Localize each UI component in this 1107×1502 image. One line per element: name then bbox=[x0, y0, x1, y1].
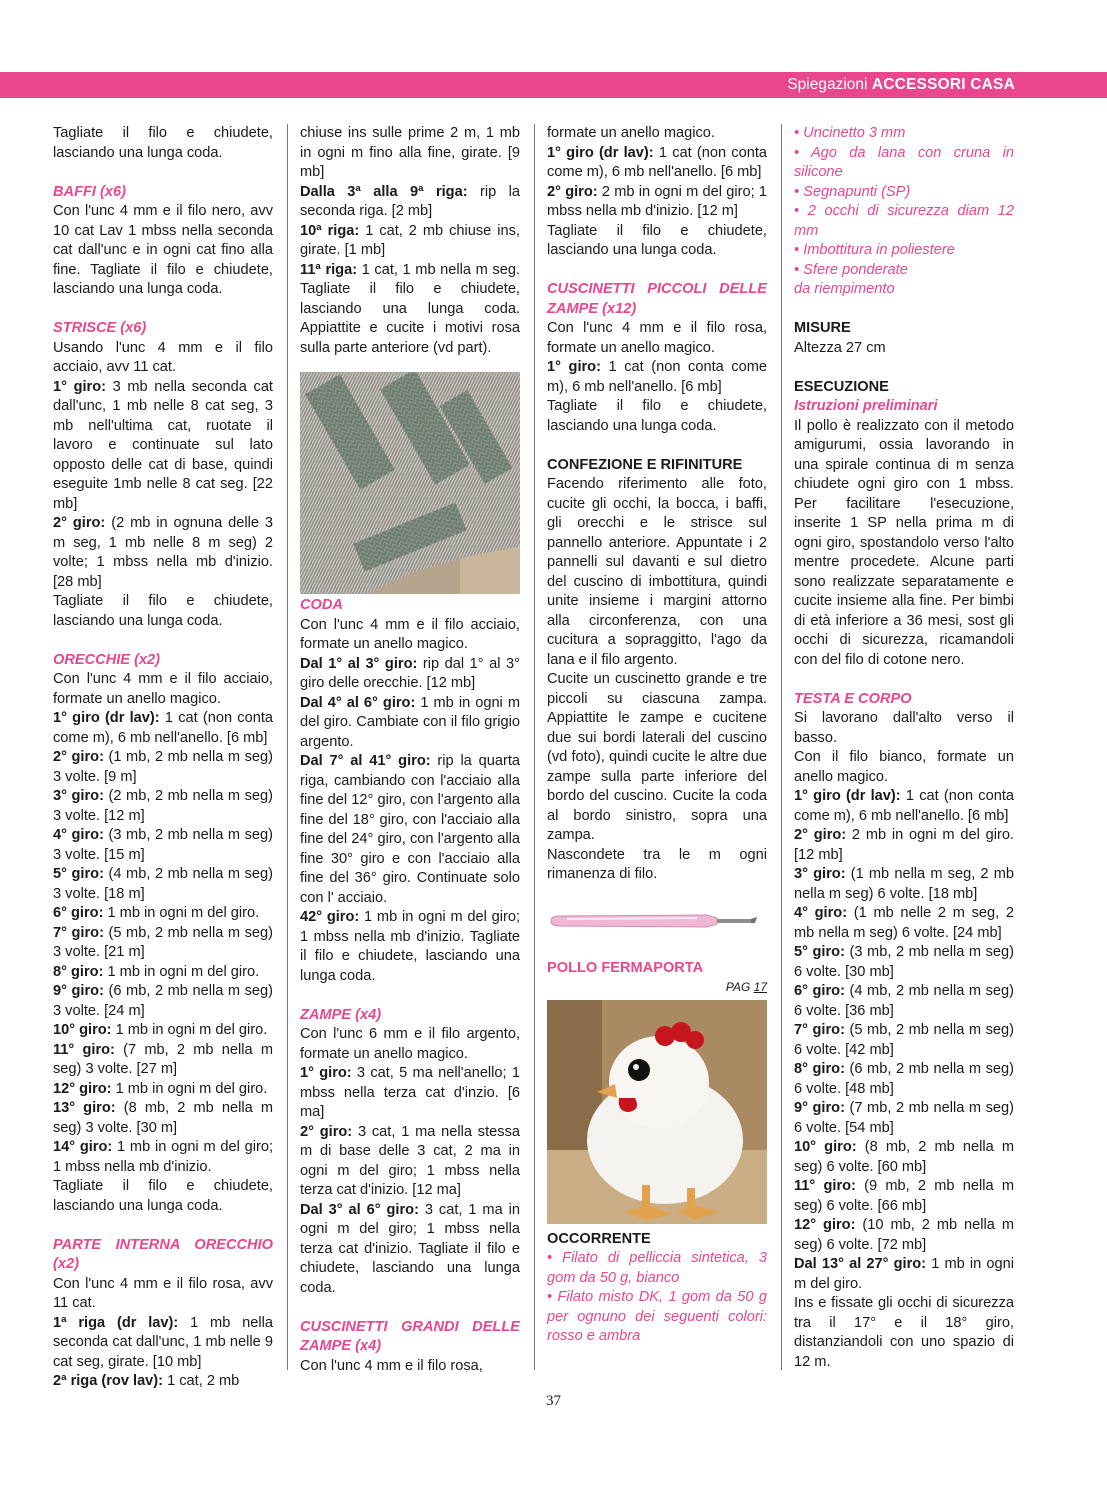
instruction-row: 12° giro: 1 mb in ogni m del giro. bbox=[53, 1080, 268, 1097]
page-number: 37 bbox=[546, 1393, 561, 1409]
materials-item: • Filato di pelliccia sintetica, 3 gom da 50 g, bianco bbox=[547, 1250, 767, 1286]
instruction-row: 6° giro: 1 mb in ogni m del giro. bbox=[53, 905, 260, 921]
paragraph: Con l'unc 4 mm e il filo nero, avv 10 cat Lav 1 mbss nella seconda cat dall'unc e in ogni cat fino alla fine. Tagliate il filo e chiudete, lasciando una lunga coda. bbox=[53, 203, 273, 297]
instruction-row: 42° giro: 1 mb in ogni m del giro; 1 mbss nella mb d'inizio. Tagliate il filo e chiudete, lasciando una lunga coda. bbox=[300, 909, 520, 984]
section-header-band bbox=[0, 72, 1107, 98]
materials-item: • Ago da lana con cruna in silicone bbox=[794, 144, 1014, 180]
column-2 bbox=[300, 124, 520, 1376]
instruction-row: 7° giro: (5 mb, 2 mb nella m seg) 3 volte. [21 m] bbox=[53, 924, 273, 960]
instruction-row: Dal 3° al 6° giro: 3 cat, 1 ma in ogni m del giro; 1 mbss nella terza cat d'inizio. Tagliate il filo e chiudete, lasciando una lunga coda. bbox=[300, 1201, 520, 1296]
instruction-row: 8° giro: 1 mb in ogni m del giro. bbox=[53, 963, 260, 980]
instruction-row: Dal 13° al 27° giro: 1 mb in ogni m del giro. bbox=[794, 1256, 1014, 1292]
paragraph: Il pollo è realizzato con il metodo amigurumi, ossia lavorando in una spirale continua di m senza chiudete ogni giro con 1 mbss. Per facilitare l'esecuzione, inserite 1 SP nella prima m di ogni giro, spostandolo verso l'alto mentre procedete. Alcune parti sono realizzate separatamente e cucite insieme alla fine. Per bimbi di età inferiore a 36 mesi, sost gli occhi di sicurezza, ricamandoli con del filo di cotone nero. bbox=[794, 417, 1014, 668]
column-divider bbox=[781, 124, 782, 1370]
instruction-row: 3° giro: (2 mb, 2 mb nella m seg) 3 volte. [12 m] bbox=[53, 788, 273, 824]
paragraph: Si lavorano dall'alto verso il basso. bbox=[794, 710, 1014, 746]
instruction-row: 11° giro: (9 mb, 2 mb nella m seg) 6 volte. [66 mb] bbox=[794, 1178, 1014, 1214]
instruction-row: 2° giro: 2 mb in ogni m del giro; 1 mbss nella mb d'inizio. [12 m] bbox=[547, 183, 767, 219]
instruction-row: 1° giro: 1 cat (non conta come m), 6 mb nell'anello. [6 mb] bbox=[547, 359, 767, 395]
heading-parte-interna: PARTE INTERNA ORECCHIO (x2) bbox=[53, 1236, 273, 1272]
heading-orecchie: ORECCHIE (x2) bbox=[53, 651, 161, 668]
heading-pollo-fermaporta: POLLO FERMAPORTA bbox=[547, 959, 704, 976]
heading-coda: CODA bbox=[300, 597, 343, 613]
materials-item: da riempimento bbox=[794, 281, 895, 297]
instruction-row: 2° giro: 3 cat, 1 ma nella stessa m di base delle 3 cat, 2 ma in ogni m del giro; 1 mbss nella terza cat d'inizio. [12 ma] bbox=[300, 1123, 520, 1198]
instruction-row: 4° giro: (3 mb, 2 mb nella m seg) 3 volte. [15 m] bbox=[53, 827, 273, 863]
heading-baffi: BAFFI (x6) bbox=[53, 183, 126, 200]
section-label: Spiegazioni bbox=[787, 76, 868, 93]
instruction-row: 9° giro: (7 mb, 2 mb nella m seg) 6 volte. [54 mb] bbox=[794, 1100, 1014, 1136]
instruction-row: 1° giro (dr lav): 1 cat (non conta come m), 6 mb nell'anello. [6 mb] bbox=[547, 144, 768, 180]
heading-strisce: STRISCE (x6) bbox=[53, 320, 147, 336]
instruction-row: 3° giro: (1 mb nella m seg, 2 mb nella m seg) 6 volte. [18 mb] bbox=[794, 866, 1014, 902]
instruction-row: 1° giro: 3 cat, 5 ma nell'anello; 1 mbss nella terza cat d'inzio. [6 ma] bbox=[300, 1065, 520, 1120]
paragraph: Tagliate il filo e chiudete, lasciando una lunga coda. bbox=[547, 222, 767, 258]
paragraph: Altezza 27 cm bbox=[794, 339, 886, 356]
heading-confezione: CONFEZIONE E RIFINITURE bbox=[547, 456, 743, 473]
paragraph: Facendo riferimento alle foto, cucite gli occhi, la bocca, i baffi, gli orecchi e le strisce sul pannello anteriore. Appuntate i 2 pannelli sul davanti e sul dietro del cuscino di imbottitura, quindi unite insieme i margini attorno alla circonferenza, con una cucitura a sopraggitto, l'ago da lana e il filo argento. bbox=[547, 476, 767, 668]
instruction-row: 11ª riga: 1 cat, 1 mb nella m seg. Tagliate il filo e chiudete, lasciando una lunga coda. Appiattite e cucite i motivi rosa sulla parte anteriore (vd part). bbox=[300, 261, 520, 356]
crochet-hook-icon bbox=[547, 901, 767, 941]
instruction-row: 4° giro: (1 mb nelle 2 m seg, 2 mb nella m seg) 6 volte. [24 mb] bbox=[794, 905, 1014, 941]
chicken-doorstop-photo bbox=[547, 1000, 767, 1224]
paragraph: Tagliate il filo e chiudete, lasciando una lunga coda. bbox=[53, 593, 273, 629]
instruction-row: Dal 1° al 3° giro: rip dal 1° al 3° giro delle orecchie. [12 mb] bbox=[300, 655, 520, 691]
instruction-row: 2° giro: (1 mb, 2 mb nella m seg) 3 volte. [9 m] bbox=[53, 749, 273, 785]
instruction-row: 10° giro: (8 mb, 2 mb nella m seg) 6 volte. [60 mb] bbox=[794, 1139, 1014, 1175]
instruction-row: 1ª riga (dr lav): 1 mb nella seconda cat dall'unc, 1 mb nelle 9 cat seg, girate. [10 mb] bbox=[53, 1314, 273, 1370]
instruction-row: 8° giro: (6 mb, 2 mb nella m seg) 6 volte. [48 mb] bbox=[794, 1061, 1014, 1097]
paragraph: Tagliate il filo e chiudete, lasciando una lunga coda. bbox=[547, 398, 767, 434]
instruction-row: Dal 4° al 6° giro: 1 mb in ogni m del giro. Cambiate con il filo grigio argento. bbox=[300, 694, 520, 750]
instruction-row: 1° giro (dr lav): 1 cat (non conta come m), 6 mb nell'anello. [6 mb] bbox=[53, 710, 274, 746]
materials-item: • 2 occhi di sicurezza diam 12 mm bbox=[794, 203, 1014, 239]
striped-cushion-tail-photo bbox=[300, 372, 520, 594]
instruction-row: 1° giro: 3 mb nella seconda cat dall'unc, 1 mb nelle 8 cat seg, 3 mb nell'ultima cat, ruotate il lavoro e continuate sul lato opposto delle cat di base, quindi eseguite 1mb nelle 8 cat seg. [22 mb] bbox=[53, 378, 273, 512]
paragraph: Tagliate il filo e chiudete, lasciando una lunga coda. bbox=[53, 1178, 273, 1214]
instruction-row: 14° giro: 1 mb in ogni m del giro; 1 mbss nella mb d'inizio. bbox=[53, 1139, 273, 1175]
paragraph: Con l'unc 4 mm e il filo rosa, formate un anello magico. bbox=[547, 320, 767, 356]
paragraph: Con l'unc 4 mm e il filo rosa, bbox=[300, 1357, 483, 1374]
paragraph: Usando l'unc 4 mm e il filo acciaio, avv 11 cat. bbox=[53, 339, 273, 375]
column-1 bbox=[53, 124, 273, 1392]
instruction-row: 7° giro: (5 mb, 2 mb nella m seg) 6 volte. [42 mb] bbox=[794, 1022, 1014, 1058]
paragraph: Nascondete tra le m ogni rimanenza di filo. bbox=[547, 846, 767, 882]
materials-item: • Filato misto DK, 1 gom da 50 g per ognuno dei seguenti colori: rosso e ambra bbox=[547, 1289, 767, 1344]
instruction-row: 6° giro: (4 mb, 2 mb nella m seg) 6 volte. [36 mb] bbox=[794, 983, 1014, 1019]
instruction-row: 2ª riga (rov lav): 1 cat, 2 mb bbox=[53, 1373, 240, 1389]
paragraph: Con l'unc 6 mm e il filo argento, formate un anello magico. bbox=[300, 1026, 520, 1062]
instruction-row: 10° giro: 1 mb in ogni m del giro. bbox=[53, 1022, 268, 1038]
heading-cuscinetti-piccoli: CUSCINETTI PICCOLI DELLE ZAMPE (x12) bbox=[547, 281, 767, 317]
section-title: ACCESSORI CASA bbox=[871, 76, 1015, 93]
paragraph: chiuse ins sulle prime 2 m, 1 mb in ogni m fino alla fine, girate. [9 mb] bbox=[300, 125, 520, 180]
materials-item: • Uncinetto 3 mm bbox=[794, 125, 906, 141]
instruction-row: Dal 7° al 41° giro: rip la quarta riga, cambiando con l'acciaio alla fine del 12° giro, con l'argento alla fine del 18° giro, con l'acciaio alla fine del 24° giro, con l'argento alla fine 30° giro e con l'acciaio alla fine del 36° giro. Continuate solo con l' acciaio. bbox=[300, 753, 520, 906]
heading-occorrente: OCCORRENTE bbox=[547, 1230, 651, 1247]
materials-item: • Imbottitura in poliestere bbox=[794, 242, 955, 258]
instruction-row: 1° giro (dr lav): 1 cat (non conta come m), 6 mb nell'anello. [6 mb] bbox=[794, 788, 1015, 824]
heading-testa-corpo: TESTA E CORPO bbox=[794, 690, 912, 707]
heading-misure: MISURE bbox=[794, 320, 851, 336]
materials-item: • Segnapunti (SP) bbox=[794, 183, 911, 200]
instruction-row: 2° giro: (2 mb in ognuna delle 3 m seg, 1 mb nelle 8 m seg) 2 volte; 1 mbss nella mb d'inizio. [28 mb] bbox=[53, 515, 273, 590]
heading-esecuzione: ESECUZIONE bbox=[794, 378, 889, 395]
paragraph: Tagliate il filo e chiudete, lasciando una lunga coda. bbox=[53, 125, 273, 161]
column-divider bbox=[534, 124, 535, 1370]
instruction-row: 10ª riga: 1 cat, 2 mb chiuse ins, girate. [1 mb] bbox=[300, 222, 520, 258]
paragraph: Cucite un cuscinetto grande e tre piccoli su ciascuna zampa. Appiattite le zampe e cucitene due sui bordi laterali del cuscino (vd foto), quindi cucite le altre due zampe sulla parte inferiore del bordo del cuscino. Cucite la coda al bordo sinistro, sopra una zampa. bbox=[547, 671, 767, 843]
instruction-row: 5° giro: (3 mb, 2 mb nella m seg) 6 volte. [30 mb] bbox=[794, 944, 1014, 980]
materials-item: • Sfere ponderate bbox=[794, 261, 908, 278]
paragraph: Con il filo bianco, formate un anello magico. bbox=[794, 749, 1014, 785]
heading-istruzioni: Istruzioni preliminari bbox=[794, 398, 938, 414]
instruction-row: 13° giro: (8 mb, 2 mb nella m seg) 3 volte. [30 m] bbox=[53, 1100, 273, 1136]
instruction-row: 5° giro: (4 mb, 2 mb nella m seg) 3 volte. [18 m] bbox=[53, 866, 273, 902]
instruction-row: 2° giro: 2 mb in ogni m del giro. [12 mb] bbox=[794, 827, 1014, 863]
instruction-row: 9° giro: (6 mb, 2 mb nella m seg) 3 volte. [24 m] bbox=[53, 983, 273, 1019]
page-reference: PAG 17 bbox=[725, 980, 767, 994]
paragraph: Con l'unc 4 mm e il filo acciaio, formate un anello magico. bbox=[53, 671, 273, 707]
column-divider bbox=[287, 124, 288, 1370]
column-3 bbox=[547, 124, 767, 1347]
heading-cuscinetti-grandi: CUSCINETTI GRANDI DELLE ZAMPE (x4) bbox=[300, 1318, 520, 1354]
paragraph: Con l'unc 4 mm e il filo rosa, avv 11 cat. bbox=[53, 1275, 273, 1311]
instruction-row: Dalla 3ª alla 9ª riga: rip la seconda riga. [2 mb] bbox=[300, 183, 520, 219]
instruction-row: 11° giro: (7 mb, 2 mb nella m seg) 3 volte. [27 m] bbox=[53, 1041, 273, 1077]
instruction-row: 12° giro: (10 mb, 2 mb nella m seg) 6 volte. [72 mb] bbox=[794, 1217, 1014, 1253]
paragraph: Ins e fissate gli occhi di sicurezza tra il 17° e il 18° giro, distanziandoli con uno spazio di 12 m. bbox=[794, 1295, 1014, 1370]
paragraph: formate un anello magico. bbox=[547, 125, 715, 141]
paragraph: Con l'unc 4 mm e il filo acciaio, formate un anello magico. bbox=[300, 616, 520, 652]
column-4 bbox=[794, 124, 1014, 1372]
heading-zampe: ZAMPE (x4) bbox=[300, 1006, 382, 1023]
